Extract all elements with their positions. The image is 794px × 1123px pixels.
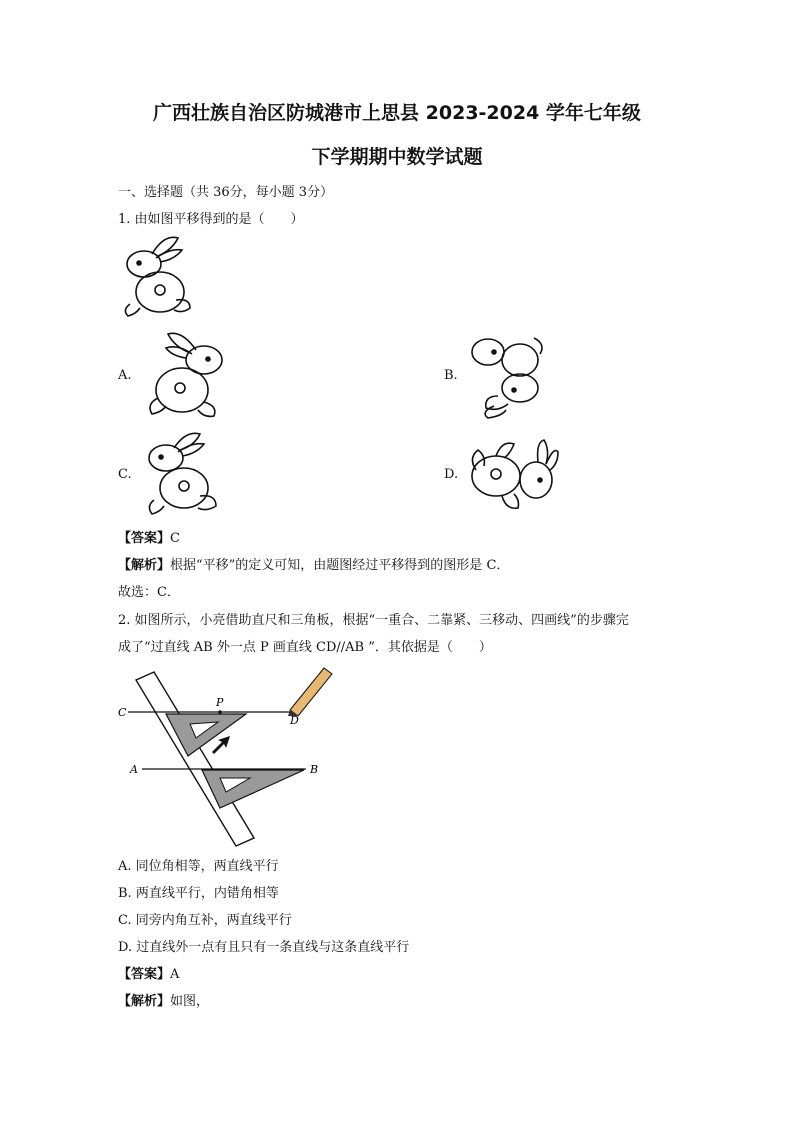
rabbit-reference-image xyxy=(116,230,196,320)
question-1-stem: 1. 由如图平移得到的是（ ） xyxy=(118,212,304,227)
q2-analysis xyxy=(118,990,209,1009)
label-d: D xyxy=(290,714,299,727)
ruler-triangle-figure xyxy=(114,660,344,848)
q1-analysis xyxy=(118,554,509,573)
q2-answer-value: A xyxy=(170,967,180,982)
rabbit-option-c-image xyxy=(140,428,224,518)
ruler-shape xyxy=(136,672,254,846)
q1-option-a-label: A. xyxy=(118,368,132,383)
q2-answer-tag: 【答案】 xyxy=(118,967,171,982)
q1-answer-tag: 【答案】 xyxy=(118,531,171,546)
label-p: P xyxy=(216,696,224,709)
q2-analysis-text: 如图， xyxy=(170,994,210,1009)
point-p xyxy=(218,710,222,714)
doc-title-line2: 下学期期中数学试题 xyxy=(311,146,483,168)
q2-answer xyxy=(118,963,179,982)
rabbit-option-a-image xyxy=(138,326,230,421)
question-2-stem-line2: 成了“过直线 AB 外一点 P 画直线 CD//AB ”．其依据是（ ） xyxy=(118,640,492,655)
q2-option-b: B. 两直线平行，内错角相等 xyxy=(118,886,279,901)
question-2-stem-line1: 2. 如图所示，小亮借助直尺和三角板，根据“一重合、二靠紧、三移动、四画线”的步骤完 xyxy=(118,613,629,628)
q1-option-b-label: B. xyxy=(444,368,458,383)
q1-analysis-tag: 【解析】 xyxy=(118,558,171,573)
rabbit-option-d-image xyxy=(466,430,562,516)
label-b: B xyxy=(310,763,319,776)
q2-option-d: D. 过直线外一点有且只有一条直线与这条直线平行 xyxy=(118,940,410,955)
arrow-icon xyxy=(212,736,230,754)
pencil-icon xyxy=(290,668,332,716)
section-heading: 一、选择题（共 36分，每小题 3分） xyxy=(118,185,334,200)
label-a: A xyxy=(130,763,138,776)
q1-answer-value: C xyxy=(170,531,180,546)
q1-answer xyxy=(118,527,180,546)
triangle-lower xyxy=(202,770,304,808)
q2-analysis-tag: 【解析】 xyxy=(118,994,171,1009)
q1-option-d-label: D. xyxy=(444,467,459,482)
doc-title-line1: 广西壮族自治区防城港市上思县 2023-2024 学年七年级 xyxy=(153,102,641,124)
q1-analysis-text: 根据“平移”的定义可知，由题图经过平移得到的图形是 C． xyxy=(170,558,510,573)
q2-option-a: A. 同位角相等，两直线平行 xyxy=(118,859,279,874)
rabbit-option-b-image xyxy=(464,330,552,420)
q2-option-c: C. 同旁内角互补，两直线平行 xyxy=(118,913,292,928)
q1-conclusion: 故选：C． xyxy=(118,585,180,600)
q1-option-c-label: C. xyxy=(118,467,132,482)
label-c: C xyxy=(118,706,127,719)
